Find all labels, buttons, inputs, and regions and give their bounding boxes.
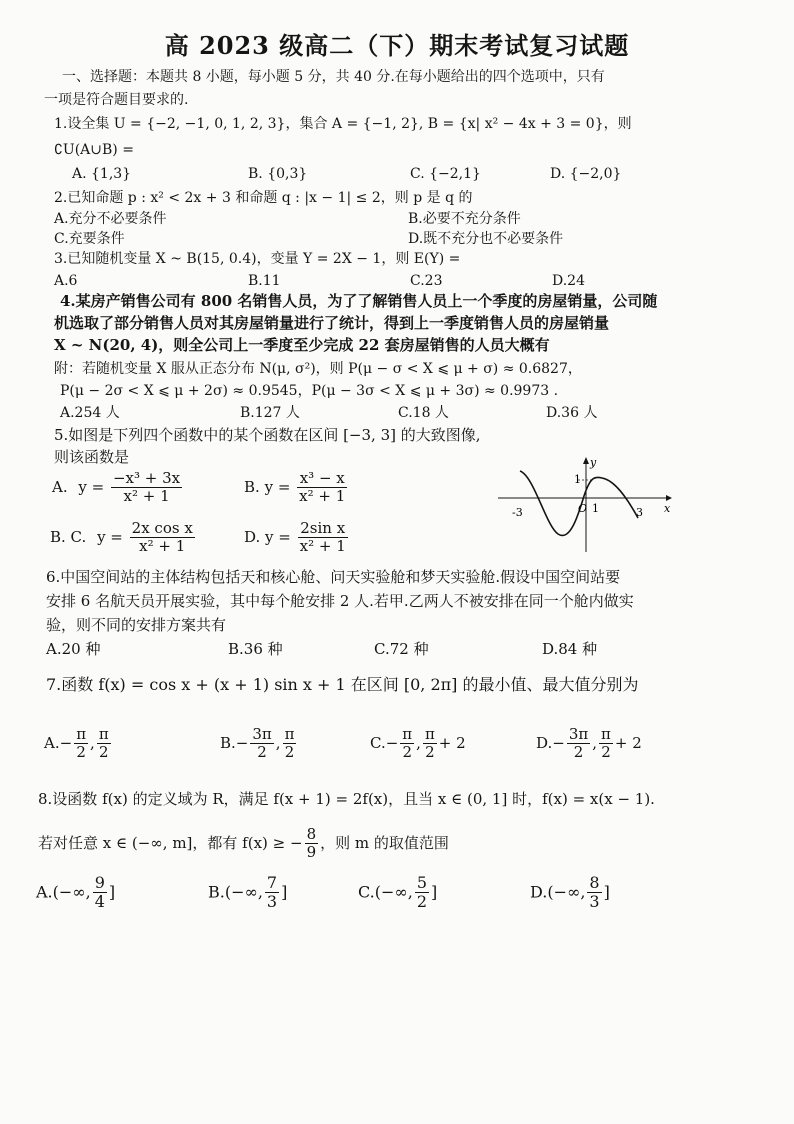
q6-stem-line2: 安排 6 名航天员开展实验，其中每个舱安排 2 人.若甲.乙两人不被安排在同一个舱内做实 [46, 592, 634, 610]
fraction: $\frac{3\pi}{2}$ [568, 725, 589, 762]
q1-option-d: D. {−2,0} [550, 166, 622, 182]
q5-option-a: A. y = $\frac{\text{−x³ + 3x}}{\text{x² + 1}}$ [52, 469, 181, 506]
q3-option-c: C.23 [410, 273, 443, 289]
q6-stem-line3: 验，则不同的安排方案共有 [46, 616, 227, 634]
fraction: $\frac{\pi}{2}$ [98, 725, 109, 762]
q1-stem-cont: ∁U(A∪B) = [54, 142, 134, 158]
q2-option-c: C.充要条件 [54, 231, 125, 247]
q8-option-d: D.(−∞, $\frac{8}{3}$ ] [530, 873, 610, 912]
q6-option-a: A.20 种 [46, 640, 101, 658]
q6-option-b: B.36 种 [228, 640, 283, 658]
fraction: $\frac{\text{2sin x}}{\text{x² + 1}}$ [299, 519, 346, 556]
q4-option-b: B.127 人 [240, 405, 300, 421]
q4-stem-line2: 机选取了部分销售人员对其房屋销量进行了统计，得到上一季度销售人员的房屋销量 [54, 314, 610, 332]
q1-option-c: C. {−2,1} [410, 166, 481, 182]
q4-stem-line3: X ~ N(20, 4)，则全公司上一季度至少完成 22 套房屋销售的人员大概有 [54, 336, 550, 354]
fraction: $\frac{\text{−x³ + 3x}}{\text{x² + 1}}$ [112, 469, 181, 506]
q4-option-a: A.254 人 [60, 405, 120, 421]
fraction: $\frac{3\pi}{2}$ [252, 725, 272, 762]
q7-option-a: A.− $\frac{\pi}{2}$ , $\frac{\pi}{2}$ [44, 725, 109, 762]
fraction: $\frac{\pi}{2}$ [601, 725, 611, 762]
q3-option-b: B.11 [248, 273, 281, 289]
fraction: $\frac{\pi}{2}$ [76, 725, 87, 762]
q2-option-b: B.必要不充分条件 [408, 211, 521, 227]
q8-option-a: A.(−∞, $\frac{9}{4}$ ] [36, 873, 116, 912]
q2-option-d: D.既不充分也不必要条件 [408, 231, 564, 247]
tick-label-x1: 1 [592, 502, 599, 515]
q7-option-c: C.− $\frac{\pi}{2}$ , $\frac{\pi}{2}$ + 2 [370, 725, 466, 762]
q4-note: 附：若随机变量 X 服从正态分布 N(μ, σ²)，则 P(μ − σ < X ⩽ μ + σ) ≈ 0.6827， [54, 361, 582, 377]
q1-option-a: A. {1,3} [72, 166, 132, 182]
tick-label-neg3: -3 [512, 506, 523, 519]
fraction: $\frac{\pi}{2}$ [424, 725, 435, 762]
q1-stem: 1.设全集 U = {−2, −1, 0, 1, 2, 3}，集合 A = {−1, 2}, B = {x| x² − 4x + 3 = 0}，则 [54, 116, 632, 132]
fraction: $\frac{\pi}{2}$ [402, 725, 413, 762]
q7-stem: 7.函数 f(x) = cos x + (x + 1) sin x + 1 在区间 [0, 2π] 的最小值、最大值分别为 [46, 675, 639, 694]
q2-option-a: A.充分不必要条件 [54, 211, 167, 227]
fraction: $\frac{7}{3}$ [266, 873, 278, 912]
q8-stem: 8.设函数 f(x) 的定义域为 R，满足 f(x + 1) = 2f(x)，且当 x ∈ (0, 1] 时，f(x) = x(x − 1). [38, 790, 655, 808]
fraction: $\frac{5}{2}$ [416, 873, 428, 912]
q5-option-d: D. y = $\frac{\text{2sin x}}{\text{x² + 1}}$ [244, 519, 346, 556]
q5-stem-line2: 则该函数是 [54, 448, 130, 466]
q6-option-d: D.84 种 [542, 640, 598, 658]
q4-option-c: C.18 人 [398, 405, 449, 421]
y-axis-label: y [590, 456, 597, 469]
q5-option-b: B. y = $\frac{\text{x³ − x}}{\text{x² + 1}}$ [244, 469, 346, 506]
tick-label-y1: 1 [574, 473, 581, 486]
q6-stem: 6.中国空间站的主体结构包括天和核心舱、问天实验舱和梦天实验舱.假设中国空间站要 [46, 568, 621, 586]
q8-stem-line2: 若对任意 x ∈ (−∞, m]，都有 f(x) ≥ − $\frac{8}{9}$ ，则 m 的取值范围 [38, 825, 449, 862]
function-graph [494, 456, 674, 556]
fraction: $\frac{\text{x³ − x}}{\text{x² + 1}}$ [299, 469, 346, 506]
q4-option-d: D.36 人 [546, 405, 598, 421]
section-heading-cont: 一项是符合题目要求的. [44, 92, 189, 108]
q7-option-b: B.− $\frac{3\pi}{2}$ , $\frac{\pi}{2}$ [220, 725, 295, 762]
x-axis-arrow [666, 495, 672, 501]
origin-label: O [578, 502, 588, 515]
fraction: $\frac{8}{3}$ [589, 873, 600, 912]
q2-stem: 2.已知命题 p : x² < 2x + 3 和命题 q : |x − 1| ≤ 2，则 p 是 q 的 [54, 190, 473, 206]
q4-stem: 4.某房产销售公司有 800 名销售人员，为了了解销售人员上一个季度的房屋销量，公司随 [60, 292, 658, 310]
q3-option-a: A.6 [54, 273, 78, 289]
page-title: 高 2023 级高二（下）期末考试复习试题 [164, 31, 630, 60]
fraction: $\frac{8}{9}$ [306, 825, 317, 862]
y-axis-arrow [583, 457, 589, 464]
q5-option-c: B. C. y = $\frac{\text{2x cos x}}{\text{x² + 1}}$ [50, 519, 193, 556]
fraction: $\frac{\pi}{2}$ [284, 725, 295, 762]
tick-label-3: 3 [636, 506, 643, 519]
q5-stem: 5.如图是下列四个函数中的某个函数在区间 [−3, 3] 的大致图像, [54, 426, 481, 444]
q3-stem: 3.已知随机变量 X ~ B(15, 0.4)，变量 Y = 2X − 1，则 E(Y) = [54, 251, 461, 267]
q8-option-c: C.(−∞, $\frac{5}{2}$ ] [358, 873, 438, 912]
fraction: $\frac{\text{2x cos x}}{\text{x² + 1}}$ [131, 519, 193, 556]
fraction: $\frac{9}{4}$ [94, 873, 105, 912]
q3-option-d: D.24 [552, 273, 585, 289]
q6-option-c: C.72 种 [374, 640, 429, 658]
x-axis-label: x [664, 502, 671, 515]
q7-option-d: D.− $\frac{3\pi}{2}$ , $\frac{\pi}{2}$ + 2 [536, 725, 642, 762]
q1-option-b: B. {0,3} [248, 166, 308, 182]
section-heading: 一、选择题：本题共 8 小题，每小题 5 分，共 40 分.在每小题给出的四个选项中，只有 [62, 69, 605, 85]
q4-note-cont: P(μ − 2σ < X ⩽ μ + 2σ) ≈ 0.9545，P(μ − 3σ < X ⩽ μ + 3σ) ≈ 0.9973 . [60, 383, 559, 399]
q8-option-b: B.(−∞, $\frac{7}{3}$ ] [208, 873, 288, 912]
